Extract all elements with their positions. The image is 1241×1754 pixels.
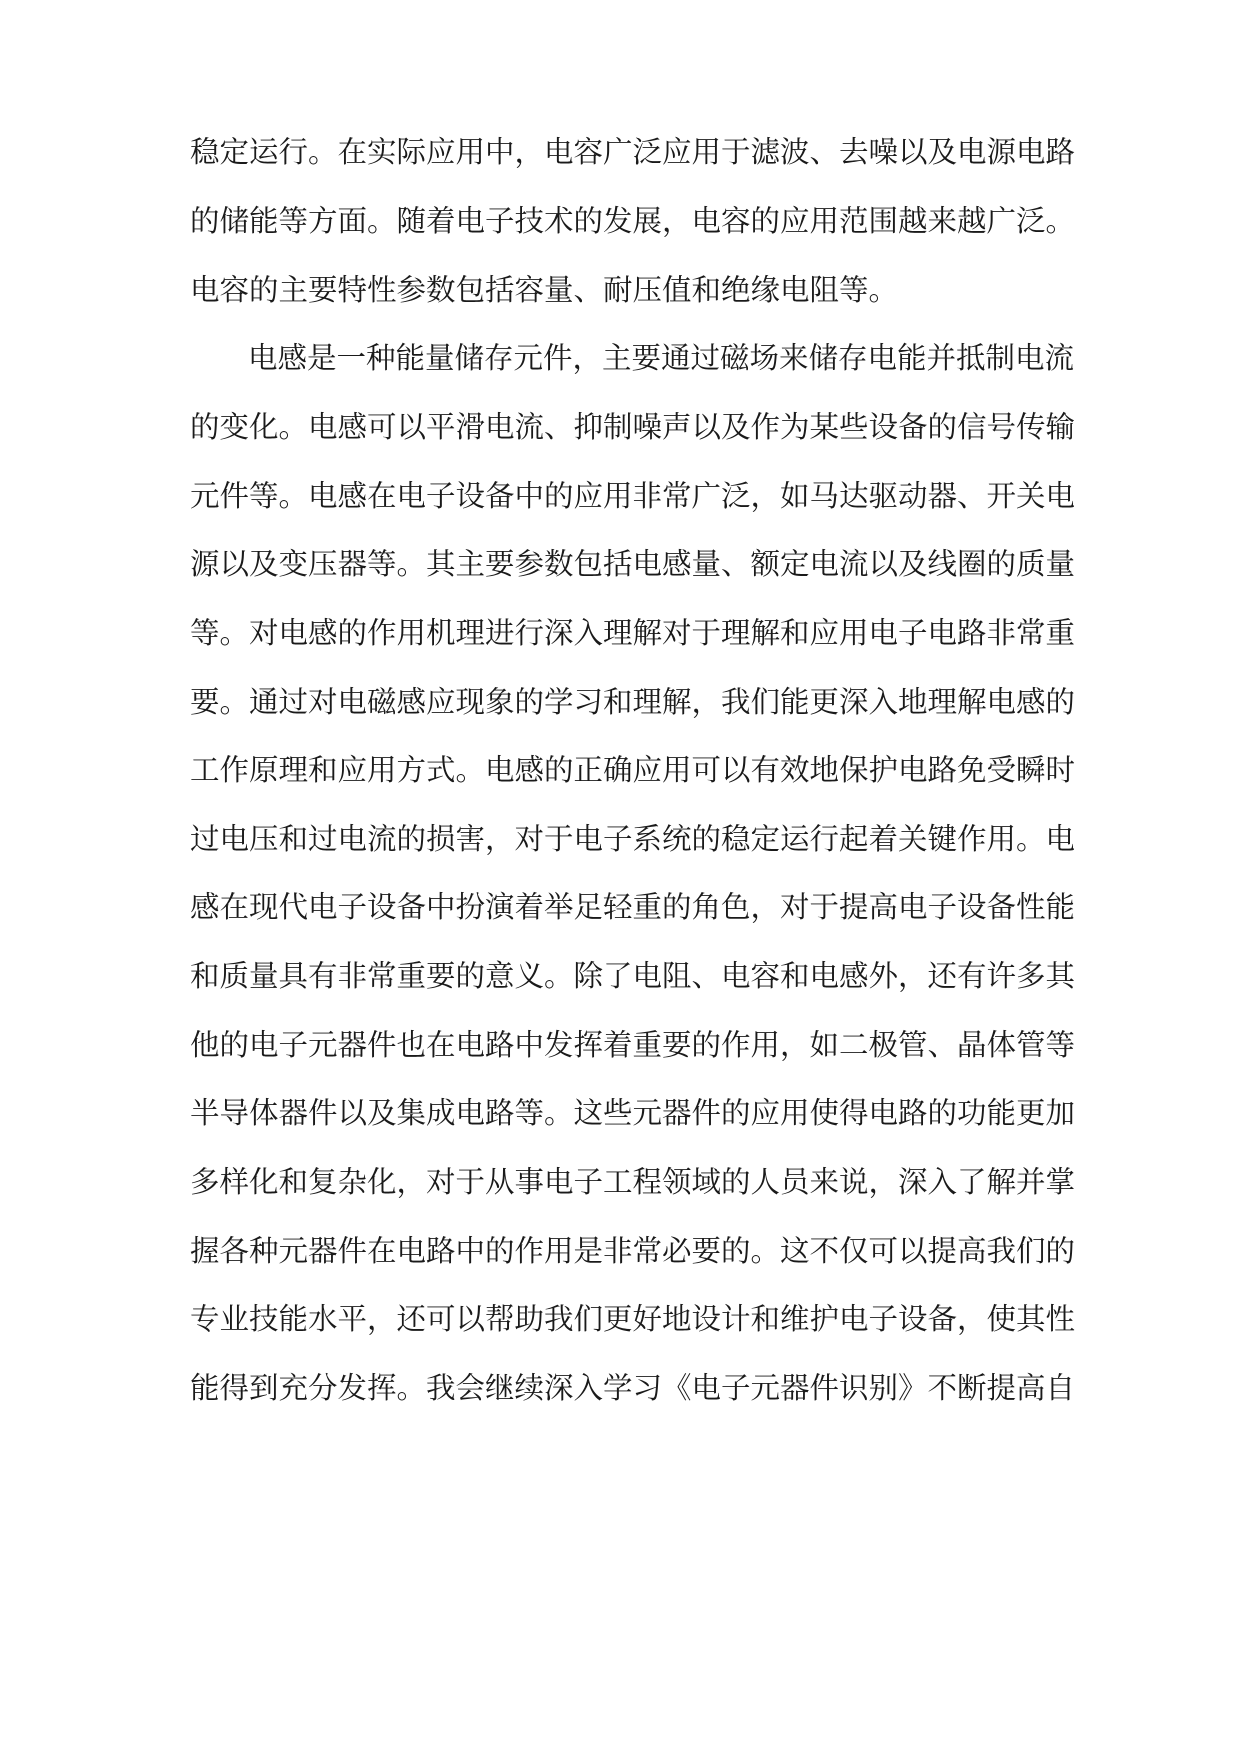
text-line: 电容的主要特性参数包括容量、耐压值和绝缘电阻等。 (190, 273, 899, 307)
text-line: 多样化和复杂化，对于从事电子工程领域的人员来说，深入了解并掌 (190, 1165, 1076, 1199)
text-line: 过电压和过电流的损害，对于电子系统的稳定运行起着关键作用。电 (190, 822, 1076, 856)
text-line: 能得到充分发挥。我会继续深入学习《电子元器件识别》不断提高自 (190, 1371, 1076, 1405)
paragraph-first-line: 电感是一种能量储存元件，主要通过磁场来储存电能并抵制电流 (248, 341, 1075, 375)
text-line: 他的电子元器件也在电路中发挥着重要的作用，如二极管、晶体管等 (190, 1028, 1076, 1062)
text-line: 稳定运行。在实际应用中，电容广泛应用于滤波、去噪以及电源电路 (190, 135, 1076, 169)
text-line: 源以及变压器等。其主要参数包括电感量、额定电流以及线圈的质量 (190, 547, 1076, 581)
text-line: 专业技能水平，还可以帮助我们更好地设计和维护电子设备，使其性 (190, 1302, 1076, 1336)
text-line: 和质量具有非常重要的意义。除了电阻、电容和电感外，还有许多其 (190, 959, 1076, 993)
text-line: 要。通过对电磁感应现象的学习和理解，我们能更深入地理解电感的 (190, 685, 1076, 719)
text-line: 感在现代电子设备中扮演着举足轻重的角色，对于提高电子设备性能 (190, 890, 1076, 924)
text-line: 的变化。电感可以平滑电流、抑制噪声以及作为某些设备的信号传输 (190, 410, 1076, 444)
text-line: 的储能等方面。随着电子技术的发展，电容的应用范围越来越广泛。 (190, 204, 1076, 238)
text-line: 握各种元器件在电路中的作用是非常必要的。这不仅可以提高我们的 (190, 1234, 1076, 1268)
text-line: 半导体器件以及集成电路等。这些元器件的应用使得电路的功能更加 (190, 1096, 1076, 1130)
text-line: 等。对电感的作用机理进行深入理解对于理解和应用电子电路非常重 (190, 616, 1076, 650)
text-line: 元件等。电感在电子设备中的应用非常广泛，如马达驱动器、开关电 (190, 479, 1076, 513)
text-line: 工作原理和应用方式。电感的正确应用可以有效地保护电路免受瞬时 (190, 753, 1076, 787)
